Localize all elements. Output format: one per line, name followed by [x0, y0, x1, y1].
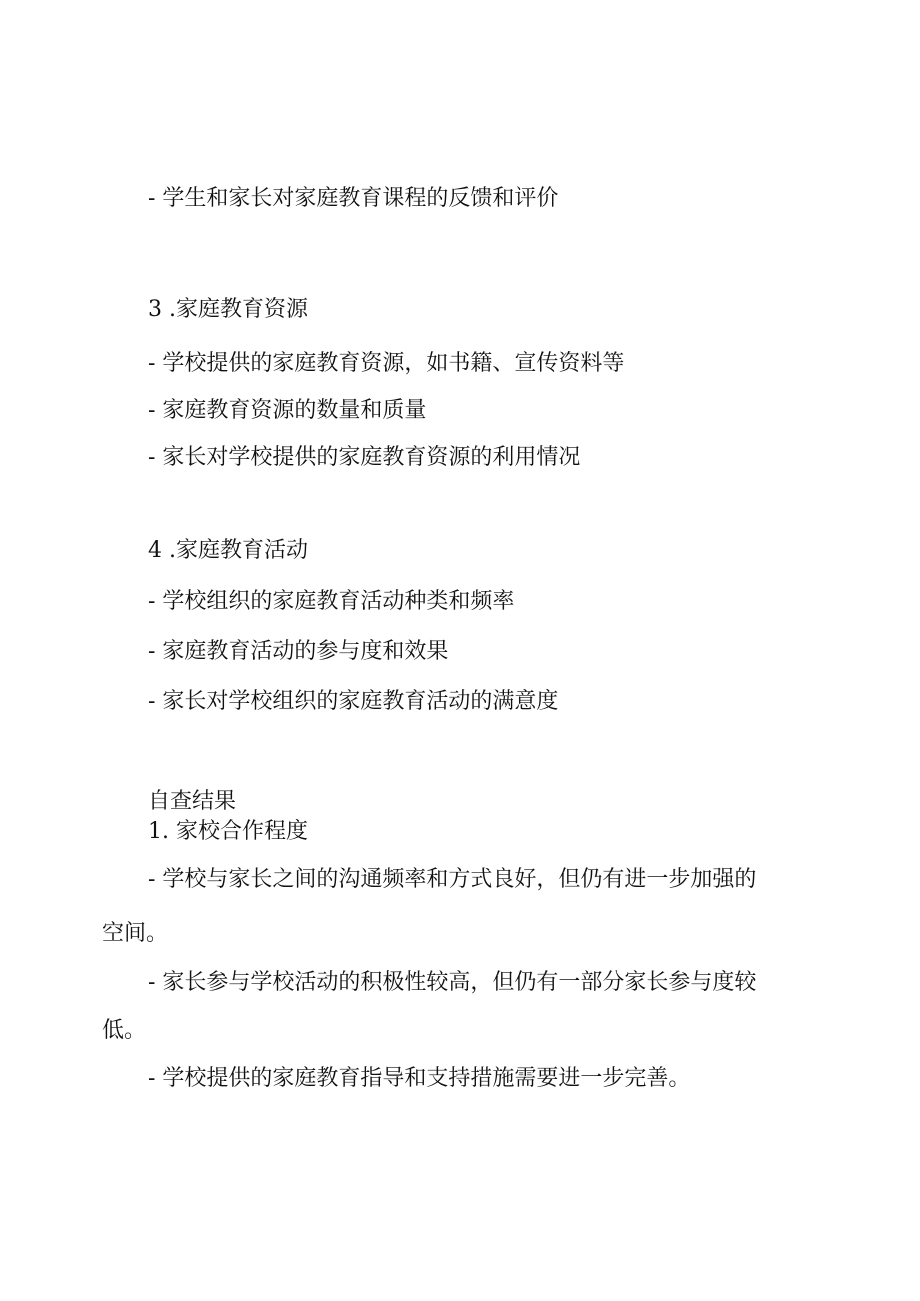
paragraph-line: - 学校与家长之间的沟通频率和方式良好，但仍有进一步加强的	[148, 867, 757, 892]
list-item: - 学生和家长对家庭教育课程的反馈和评价	[148, 186, 559, 211]
list-item: - 家庭教育活动的参与度和效果	[148, 639, 449, 664]
subsection-heading: 1. 家校合作程度	[148, 819, 308, 844]
list-item: - 家长对学校组织的家庭教育活动的满意度	[148, 689, 559, 714]
section-heading-activities: 4 .家庭教育活动	[148, 538, 308, 563]
paragraph-line: 空间。	[102, 921, 169, 946]
list-item: - 学校提供的家庭教育资源，如书籍、宣传资料等	[148, 351, 625, 376]
section-heading-results: 自查结果	[148, 789, 237, 814]
list-item: - 家庭教育资源的数量和质量	[148, 398, 427, 423]
section-heading-resources: 3 .家庭教育资源	[148, 297, 308, 322]
paragraph-line: - 家长参与学校活动的积极性较高，但仍有一部分家长参与度较	[148, 970, 757, 995]
list-item: - 家长对学校提供的家庭教育资源的利用情况	[148, 445, 581, 470]
paragraph-line: 低。	[102, 1018, 147, 1043]
paragraph-line: - 学校提供的家庭教育指导和支持措施需要进一步完善。	[148, 1066, 691, 1091]
list-item: - 学校组织的家庭教育活动种类和频率	[148, 589, 515, 614]
